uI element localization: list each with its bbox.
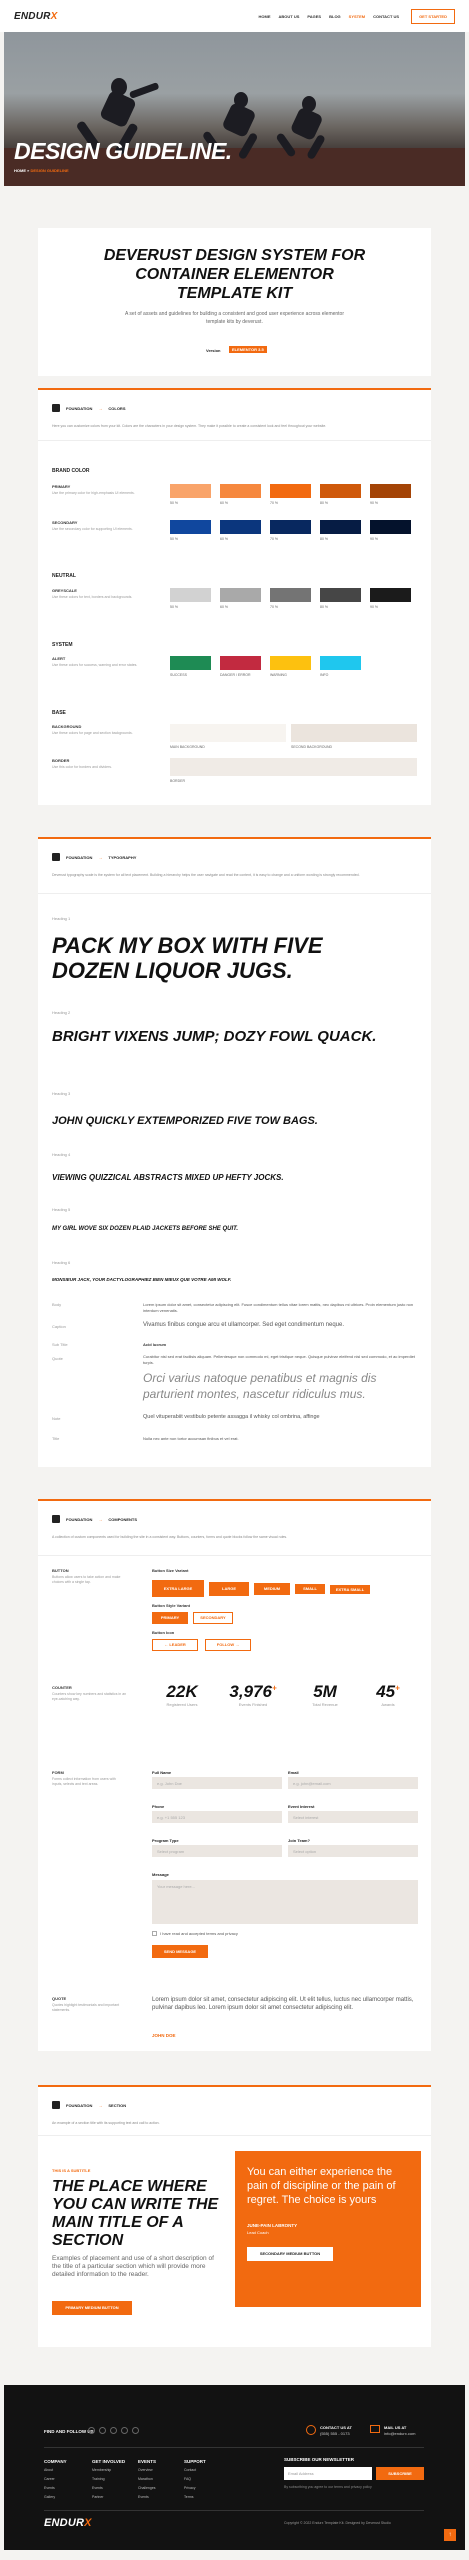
counter-revenue: 5M Total Revenue: [312, 1682, 338, 1707]
components-desc: A collection of custom components used for building the site in a consistent way. Buttons, counters, forms and quote blocks follow the same visual rules.: [52, 1535, 288, 1539]
main-background-swatch: [170, 724, 286, 742]
note-sample: Quel vituperabiit vestibulo petente assagga il whisky col ombrina, affinge: [143, 1414, 320, 1420]
section-text: Examples of placement and use of a short description of the title of a particular section which will provide more detailed information to the reader.: [52, 2255, 214, 2278]
h2-label: Heading 2: [52, 1010, 71, 1015]
color-swatch: [270, 588, 311, 602]
components-header: FOUNDATION → COMPONENTS: [52, 1515, 137, 1523]
accent-line: [38, 837, 431, 839]
linkedin-icon[interactable]: [132, 2427, 139, 2434]
secondary-desc: Use the secondary color for supporting UI elements.: [52, 527, 133, 531]
newsletter-note: By subscribing you agree to our terms and privacy policy: [284, 2485, 372, 2489]
components-icon: [52, 1515, 60, 1523]
phone-icon: [306, 2425, 316, 2435]
email-label: Email: [288, 1770, 299, 1775]
color-swatch: [320, 656, 361, 670]
quote-box-name: JUNE-PAIN LABRONTY: [247, 2223, 298, 2228]
h2-sample: BRIGHT VIXENS JUMP; DOZY FOWL QUACK.: [52, 1028, 377, 1045]
arrow-left-icon: ←: [164, 1642, 170, 1647]
second-background-swatch: [291, 724, 417, 742]
background-desc: Use these colors for page and section backgrounds.: [52, 731, 133, 735]
color-swatch: [270, 520, 311, 534]
color-swatch-label: INFO: [320, 673, 329, 677]
color-swatch: [170, 588, 211, 602]
section-card: [38, 2085, 431, 2347]
color-swatch-label: 70 %: [270, 501, 278, 505]
color-swatch-label: SUCCESS: [170, 673, 187, 677]
color-swatch-label: 80 %: [320, 501, 328, 505]
logo[interactable]: ENDURX: [14, 10, 58, 22]
colors-desc: Here you can customize colors from your kit. Colors are the characters in your design system. They make it possible to create a consistent look and feel throughout your website.: [52, 424, 327, 428]
caption-sample: Vivamus finibus congue arcu et ullamcorper. Sed eget condimentum neque.: [143, 1322, 345, 1328]
intro-title: DEVERUST DESIGN SYSTEM FOR CONTAINER ELEMENTOR TEMPLATE KIT: [103, 247, 366, 302]
h1-label: Heading 1: [52, 916, 71, 921]
color-swatch-label: WARNING: [270, 673, 287, 677]
mail-icon: [370, 2425, 380, 2433]
color-swatch: [370, 484, 411, 498]
color-swatch: [270, 656, 311, 670]
components-card: [38, 1499, 431, 2051]
primary-button[interactable]: PRIMARY: [152, 1612, 188, 1624]
greyscale-desc: Use these colors for text, borders and backgrounds.: [52, 595, 133, 599]
color-swatch-label: 60 %: [220, 605, 228, 609]
subscribe-button[interactable]: SUBSCRIBE: [376, 2467, 424, 2480]
color-swatch-label: 50 %: [170, 501, 178, 505]
large-button[interactable]: LARGE: [209, 1582, 249, 1596]
border-label: BORDER: [52, 758, 70, 763]
typography-header: FOUNDATION → TYPOGRAPHY: [52, 853, 136, 861]
footer-col-company: COMPANY About Career Events Gallery: [44, 2459, 67, 2499]
contact-value[interactable]: (555) 555 - 0173: [320, 2431, 350, 2436]
arrow-right-icon: →: [234, 1642, 240, 1647]
event-interest-label: Event Interest: [288, 1804, 315, 1809]
nav-system[interactable]: SYSTEM: [348, 13, 366, 19]
second-background-label: SECOND BACKGROUND: [291, 745, 333, 749]
small-button[interactable]: SMALL: [295, 1584, 325, 1594]
h5-sample: MY GIRL WOVE SIX DOZEN PLAID JACKETS BEFORE SHE QUIT.: [52, 1226, 239, 1232]
mail-label: MAIL US AT: [384, 2425, 407, 2430]
join-team-label: Join Team?: [288, 1838, 310, 1843]
agree-checkbox[interactable]: [152, 1931, 157, 1936]
nav-blog[interactable]: BLOG: [329, 13, 341, 19]
border-swatch: [170, 758, 417, 776]
twitter-icon[interactable]: [99, 2427, 106, 2434]
newsletter-email-input[interactable]: Email Address: [284, 2467, 372, 2480]
typography-card: [38, 837, 431, 1467]
program-type-label: Program Type: [152, 1838, 179, 1843]
color-swatch: [220, 484, 261, 498]
color-swatch: [220, 520, 261, 534]
color-swatch: [370, 588, 411, 602]
color-swatch: [170, 484, 211, 498]
accent-line: [38, 2085, 431, 2087]
primary-label: PRIMARY: [52, 484, 71, 489]
message-textarea[interactable]: Your message here...: [152, 1880, 418, 1924]
breadcrumb: [14, 168, 69, 173]
color-swatch: [170, 656, 211, 670]
color-swatch-label: 50 %: [170, 537, 178, 541]
breadcrumb-current: DESIGN GUIDELINE: [30, 168, 69, 173]
greyscale-label: GREYSCALE: [52, 588, 77, 593]
footer-logo[interactable]: ENDURX: [44, 2517, 92, 2529]
color-swatch-label: 60 %: [220, 537, 228, 541]
site-header: [0, 0, 469, 32]
alert-label: ALERT: [52, 656, 66, 661]
extra-small-button[interactable]: EXTRA SMALL: [330, 1585, 370, 1594]
full-name-label: Full Name: [152, 1770, 172, 1775]
button-icon-label: Button Icon: [152, 1630, 175, 1635]
quote-box-text: You can either experience the pain of discipline or the pain of regret. The choice is yours: [247, 2166, 396, 2206]
intro-card: [38, 228, 431, 376]
send-message-button[interactable]: SEND MESSAGE: [152, 1945, 208, 1958]
palette-icon: [52, 404, 60, 412]
mail-value[interactable]: info@endurx.com: [384, 2431, 416, 2436]
quote-box: [235, 2151, 421, 2307]
counter-events: 3,976+ Events Finished: [229, 1682, 277, 1707]
color-swatch-label: 90 %: [370, 537, 378, 541]
instagram-icon[interactable]: [110, 2427, 117, 2434]
h6-label: Heading 6: [52, 1260, 71, 1265]
color-swatch: [220, 588, 261, 602]
footer-col-involved: GET INVOLVED Membership Training Events Partner: [92, 2459, 126, 2499]
leader-icon-button[interactable]: ← LEADER: [152, 1639, 198, 1651]
section-eyebrow: THIS IS A SUBTITLE: [52, 2168, 91, 2173]
primary-medium-button[interactable]: PRIMARY MEDIUM BUTTON: [52, 2301, 132, 2315]
button-desc: Buttons allow users to take action and make choices with a single tap.: [52, 1575, 121, 1584]
intro-text: A set of assets and guidelines for building a consistent and good user experience across elementor template kits by deverust.: [124, 311, 345, 325]
event-interest-select[interactable]: Select interest: [288, 1811, 418, 1823]
color-swatch: [170, 520, 211, 534]
body-key: Body: [52, 1302, 62, 1307]
hero-banner: [4, 32, 465, 186]
alert-desc: Use these colors for success, warning and error states.: [52, 663, 138, 667]
typography-desc: Deverust typography scale is the system for all text placement. Building a hierarchy helps the user navigate and read the content, it is easy to change and a uniform wording is strongly recommended.: [52, 873, 360, 877]
footer-col-events: EVENTS Overview Marathon Challenges Events: [138, 2459, 157, 2499]
system-title: SYSTEM: [52, 642, 73, 648]
contact-label: CONTACT US AT: [320, 2425, 352, 2430]
find-follow-label: FIND AND FOLLOW US: [44, 2429, 94, 2434]
form-label: FORM: [52, 1770, 64, 1775]
color-swatch-label: 80 %: [320, 537, 328, 541]
copyright: Copyright © 2022 Endurx Template Kit. Designed by Deverust Studio: [284, 2521, 391, 2525]
quote-box-role: Lead Coach: [247, 2230, 269, 2235]
full-name-input[interactable]: e.g. John Doe: [152, 1777, 282, 1789]
color-swatch-label: DANGER / ERROR: [220, 673, 251, 677]
quote-sample: Orci varius natoque penatibus et magnis dis parturient montes, nascetur ridiculus mus.: [143, 1371, 377, 1401]
color-swatch: [320, 588, 361, 602]
secondary-medium-button[interactable]: SECONDARY MEDIUM BUTTON: [247, 2247, 333, 2261]
color-swatch-label: 90 %: [370, 605, 378, 609]
quote-text: Lorem ipsum dolor sit amet, consectetur adipiscing elit. Ut elit tellus, luctus nec ullamcorper mattis, pulvinar dapibus leo. Lorem ipsum dolor sit amet consectetur adipiscing elit.: [152, 1997, 414, 2011]
phone-label: Phone: [152, 1804, 165, 1809]
note-key: Note: [52, 1416, 61, 1421]
version-label: Version: [206, 348, 221, 353]
title-sample: Nulla nec ante non tortor accumsan finibus et vel erat.: [143, 1436, 239, 1441]
join-team-select[interactable]: Select option: [288, 1845, 418, 1857]
counter-awards: 45+ Awards: [376, 1682, 400, 1707]
agree-label: I have read and accepted terms and privacy: [160, 1931, 238, 1936]
accent-line: [38, 388, 431, 390]
color-swatch-label: 90 %: [370, 501, 378, 505]
email-input[interactable]: e.g. john@email.com: [288, 1777, 418, 1789]
section-icon: [52, 2101, 60, 2109]
quote-key: Quote: [52, 1356, 63, 1361]
follow-icon-button[interactable]: FOLLOW →: [205, 1639, 251, 1651]
arrow-up-icon: ↑: [448, 2532, 452, 2538]
color-swatch: [320, 484, 361, 498]
main-nav: [259, 14, 400, 19]
color-swatch-label: 70 %: [270, 537, 278, 541]
back-to-top-button[interactable]: [444, 2529, 456, 2541]
facebook-icon[interactable]: [88, 2427, 95, 2434]
medium-button[interactable]: MEDIUM: [254, 1583, 290, 1595]
size-variant-label: Button Size Variant: [152, 1568, 189, 1573]
footer-col-support: SUPPORT Contact FAQ Privacy Terms: [184, 2459, 206, 2499]
color-swatch-label: 50 %: [170, 605, 178, 609]
main-background-label: MAIN BACKGROUND: [170, 745, 205, 749]
style-variant-label: Button Style Variant: [152, 1603, 191, 1608]
message-label: Message: [152, 1872, 169, 1877]
subtitle-key: Sub Title: [52, 1342, 68, 1347]
button-label: BUTTON: [52, 1568, 69, 1573]
newsletter-title: SUBSCRIBE OUR NEWSLETTER: [284, 2457, 355, 2462]
h4-label: Heading 4: [52, 1152, 71, 1157]
secondary-button[interactable]: SECONDARY: [193, 1612, 233, 1624]
colors-card: [38, 388, 431, 805]
brand-color-title: BRAND COLOR: [52, 468, 90, 474]
nav-home[interactable]: HOME: [258, 13, 271, 19]
color-swatch-label: 80 %: [320, 605, 328, 609]
counter-label: COUNTER: [52, 1685, 72, 1690]
color-swatch: [370, 520, 411, 534]
neutral-title: NEUTRAL: [52, 573, 76, 579]
color-swatch: [270, 484, 311, 498]
section-title: THE PLACE WHERE YOU CAN WRITE THE MAIN TITLE OF A SECTION: [52, 2178, 219, 2249]
h5-label: Heading 5: [52, 1207, 71, 1212]
counter-users: 22K Registered Users: [166, 1682, 198, 1707]
h3-sample: JOHN QUICKLY EXTEMPORIZED FIVE TOW BAGS.: [52, 1115, 318, 1127]
base-title: BASE: [52, 710, 66, 716]
quote-author: JOHN DOE: [152, 2033, 176, 2038]
version-badge: ELEMENTOR 3.5: [229, 346, 267, 353]
youtube-icon[interactable]: [121, 2427, 128, 2434]
accent-line: [38, 1499, 431, 1501]
get-started-button[interactable]: GET STARTED: [411, 9, 455, 24]
quote-desc: Quotes highlight testimonials and important statements.: [52, 2003, 120, 2012]
title-key: Title: [52, 1436, 60, 1441]
colors-header: FOUNDATION → COLORS: [52, 404, 126, 412]
nav-about[interactable]: ABOUT US: [278, 13, 300, 19]
counter-desc: Counters show key numbers and statistics in an eye-catching way.: [52, 1692, 127, 1701]
nav-contact[interactable]: CONTACT US: [373, 13, 400, 19]
form-desc: Forms collect information from users with inputs, selects and text areas.: [52, 1777, 116, 1786]
breadcrumb-home[interactable]: HOME: [14, 168, 26, 173]
phone-input[interactable]: e.g. +1 555 123: [152, 1811, 282, 1823]
type-icon: [52, 853, 60, 861]
quote-desc-sample: Curabitur nisl sed erat facilisis aliquam. Pellentesque non commodo mi, eget tristique neque. Quisque pulvinar eleifend nisl sed commodo, et ac imperdiet turpis.: [143, 1354, 415, 1365]
h3-label: Heading 3: [52, 1091, 71, 1096]
border-swatch-label: BORDER: [170, 779, 185, 783]
background-label: BACKGROUND: [52, 724, 82, 729]
primary-desc: Use the primary color for high-emphasis UI elements.: [52, 491, 135, 495]
color-swatch: [220, 656, 261, 670]
subtitle-sample: Acid lucrum: [143, 1342, 167, 1347]
body-sample: Lorem ipsum dolor sit amet, consectetur adipiscing elit. Fusce condimentum tellus vitae lorem mattis, nec dapibus mi ultrices. Proin elementum justo non interdum venenatis.: [143, 1302, 414, 1313]
section-desc: An example of a section title with its supporting text and call to action.: [52, 2121, 160, 2125]
border-desc: Use this color for borders and dividers.: [52, 765, 112, 769]
color-swatch: [320, 520, 361, 534]
program-type-select[interactable]: Select program: [152, 1845, 282, 1857]
h1-sample: PACK MY BOX WITH FIVE DOZEN LIQUOR JUGS.: [52, 933, 323, 983]
breadcrumb-separator: »: [27, 168, 30, 173]
h6-sample: MONSIEUR JACK, YOUR DACTYLOGRAPHIEZ BIEN MIEUX QUE VOTRE AMI WOLF.: [52, 1277, 232, 1282]
secondary-label: SECONDARY: [52, 520, 78, 525]
extra-large-button[interactable]: EXTRA LARGE: [152, 1580, 204, 1597]
site-footer: [4, 2385, 465, 2550]
color-swatch-label: 70 %: [270, 605, 278, 609]
nav-pages[interactable]: PAGES: [307, 13, 322, 19]
h4-sample: VIEWING QUIZZICAL ABSTRACTS MIXED UP HEFTY JOCKS.: [52, 1173, 284, 1182]
hero-title: DESIGN GUIDELINE.: [14, 138, 232, 164]
section-header: FOUNDATION → SECTION: [52, 2101, 126, 2109]
color-swatch-label: 60 %: [220, 501, 228, 505]
quote-label: QUOTE: [52, 1996, 67, 2001]
caption-key: Caption: [52, 1324, 66, 1329]
social-links: [88, 2427, 139, 2434]
